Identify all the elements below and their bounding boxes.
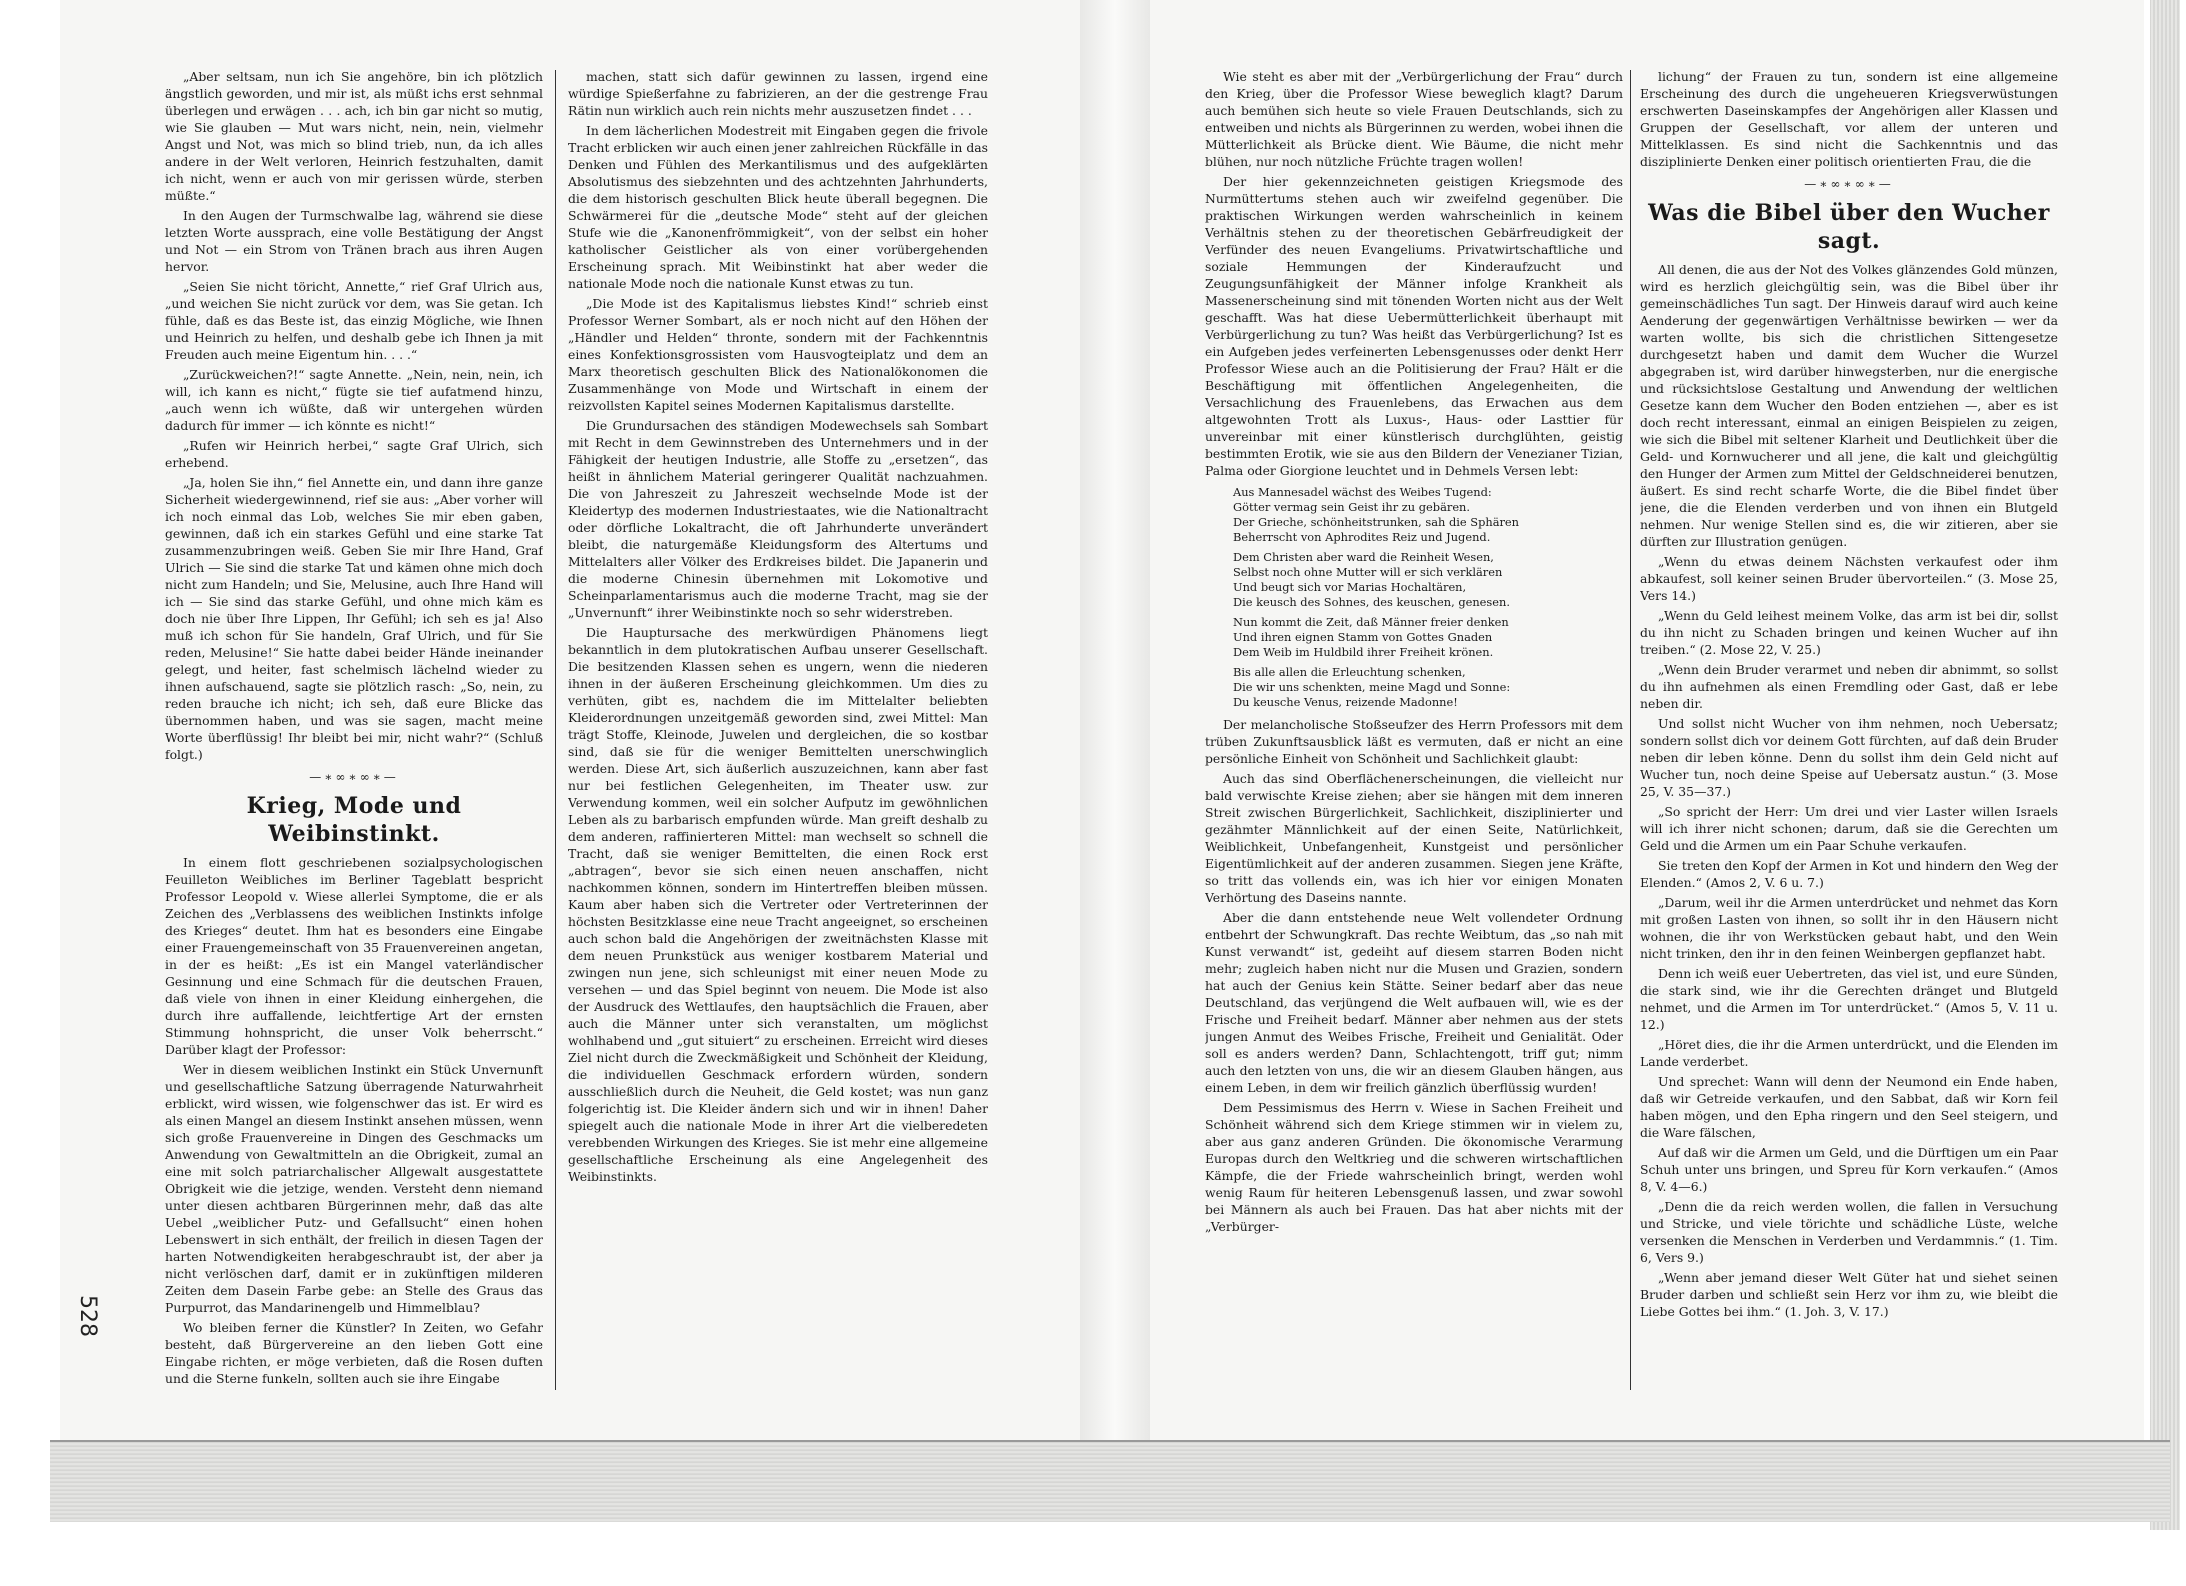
verse-line: Und beugt sich vor Marias Hochaltären, (1233, 580, 1467, 594)
paragraph: Dem Pessimismus des Herrn v. Wiese in Sachen Freiheit und Schönheit während sich dem Kriege stimmen wir in vielem zu, aber aus ganz anderen Gründen. Die ökonomische Verarmung Europas durch den Weltkrieg und die schweren wirtschaftlichen Kämpfe, die der Friede wahrscheinlich bringt, werden wohl wenig Raum für heiteren Lebensgenuß lassen, und zwar sowohl bei Männern als auch bei Frauen. Das hat aber nichts mit der „Verbürger- (1205, 1100, 1623, 1234)
column-1 (165, 68, 543, 1393)
verse-line: Der Grieche, schönheitstrunken, sah die Sphären (1233, 515, 1520, 529)
paragraph: Wie steht es aber mit der „Verbürgerlichung der Frau“ durch den Krieg, über die Professor Wiese beweglich klagt? Darum auch bemühen sich heute so viele Frauen Deutschlands, sich zu entweiben und nichts als Bürgerinnen zu werden, wobei ihnen die Mütterlichkeit als Brücke dient. Wie Bäume, die nicht mehr blühen, nur noch nützliche Früchte tragen wollen! (1205, 69, 1623, 169)
paragraph: Und sollst nicht Wucher von ihm nehmen, noch Uebersatz; sondern sollst dich vor deinem Gott fürchten, auf daß dein Bruder neben dir leben könne. Denn du sollst ihm dein Geld nicht auf Wucher tun, noch deine Speise auf Uebersatz austun.“ (3. Mose 25, V. 35—37.) (1640, 716, 2058, 799)
column-3 (1205, 68, 1623, 1393)
paragraph: „Wenn aber jemand dieser Welt Güter hat und siehet seinen Bruder darben und schließt sein Herz vor ihm zu, wie bleibt die Liebe Gottes bei ihm.“ (1. Joh. 3, V. 17.) (1640, 1270, 2058, 1319)
column-2 (568, 68, 988, 1393)
verse-stanza (1233, 550, 1623, 610)
paragraph: „Wenn dein Bruder verarmet und neben dir abnimmt, so sollst du ihn aufnehmen als einen Fremdling oder Gast, daß er lebe neben dir. (1640, 662, 2058, 711)
article-heading: Krieg, Mode und Weibinstinkt. (246, 793, 462, 847)
paragraph: Die Hauptursache des merkwürdigen Phänomens liegt bekanntlich in dem plutokratischen Aufbau unserer Gesellschaft. Die besitzenden Klassen sehen es ungern, wenn die niederen ihnen in der äußeren Erscheinung gleichkommen. Um dies zu verhüten, gibt es, nachdem die im Mittelalter beliebten Kleiderordnungen unzeitgemäß geworden sind, zwei Mittel: Man trägt Stoffe, Kleinode, Juwelen und dergleichen, die so kostbar sind, daß sie für die weniger Bemittelten unerschwinglich werden. Diese Art, sich äußerlich auszuzeichnen, kann aber fast nur bei festlichen Gelegenheiten, im Theater usw. zur Verwendung kommen, weil ein solcher Aufputz im gewöhnlichen Leben als zu barbarisch empfunden würde. Man greift deshalb zu dem anderen, raffinierteren Mittel: man wechselt so schnell die Tracht, daß sie weniger Bemittelten, die einen Rock erst „abtragen“, bevor sie sich einen neuen anschaffen, nicht nachkommen können, sondern im Hintertreffen bleiben müssen. Kaum aber haben sich die Vertreter oder Vertreterinnen der höchsten Besitzklasse eine neue Tracht angeeignet, so erscheinen auch schon bald die Angehörigen der zweitnächsten Klasse mit dem neuen Prunkstück aus weniger kostbarem Material und zwingen nun jene, sich schleunigst mit einer neuen Mode zu versehen — und das Spiel beginnt von neuem. Die Mode ist also der Ausdruck des Wettlaufes, den hauptsächlich die Frauen, aber auch die Männer unter sich veranstalten, um möglichst wohlhabend und „gut situiert“ zu erscheinen. Erreicht wird dieses Ziel nicht durch die Zweckmäßigkeit und Schönheit der Kleidung, die individuellen Geschmack erfordern würden, sondern ausschließlich durch die Neuheit, die Geld kostet; was nun ganz folgerichtig ist. Die Kleider ändern sich und wir in ihnen! Daher spiegelt auch die nationale Mode in ihrer Art die vielberedeten verebbenden Wirkungen des Krieges. Sie ist mehr eine allgemeine gesellschaftliche Erscheinung als eine Angelegenheit des Weibinstinkts. (568, 625, 988, 1184)
verse-line: Dem Christen aber ward die Reinheit Wesen, (1233, 550, 1494, 564)
paragraph: Auch das sind Oberflächenerscheinungen, die vielleicht nur bald verwischte Kreise ziehen; aber sie hängen mit dem inneren Streit zwischen Bürgerlichkeit, Sachlichkeit, disziplinierter und gezähmter Männlichkeit auf der einen Seite, Natürlichkeit, Weiblichkeit, Unbefangenheit, Kunstgeist und persönlicher Eigentümlichkeit auf der anderen zusammen. Siegen jene Kräfte, so tritt das vollends ein, was ich hier vor einigen Monaten Verhörtung des Daseins nannte. (1205, 771, 1623, 905)
paragraph: „Seien Sie nicht töricht, Annette,“ rief Graf Ulrich aus, „und weichen Sie nicht zurück vor dem, was Sie getan. Ich fühle, daß es das Beste ist, das einzig Mögliche, wie Ihnen und Heinrich zu helfen, und deshalb gebe ich Ihnen ja mit Freuden auch meine Eigentum hin. . . .“ (165, 279, 543, 362)
column-4 (1640, 68, 2058, 1393)
paragraph: In den Augen der Turmschwalbe lag, während sie diese letzten Worte aussprach, eine volle Bestätigung der Angst und Not — ein Strom von Tränen brach aus ihren Augen hervor. (165, 208, 543, 274)
column-rule (555, 70, 556, 1390)
verse-line: Götter vermag sein Geist ihr zu gebären. (1233, 500, 1471, 514)
page-edges-bottom (50, 1440, 2170, 1522)
verse-line: Selbst noch ohne Mutter will er sich verklären (1233, 565, 1503, 579)
verse-stanza (1233, 485, 1623, 545)
paragraph: „Ja, holen Sie ihn,“ fiel Annette ein, und dann ihre ganze Sicherheit wiedergewinnend, rief sie aus: „Aber vorher will ich noch einmal das Lob, welches Sie mir eben gaben, gewinnen, daß ich ein starkes Gefühl und eine starke Tat zusammenzubringen weiß. Geben Sie mir Ihre Hand, Graf Ulrich — Sie sind die starke Tat und kämen ohne mich doch nicht zum Handeln; und Sie, Melusine, auch Ihre Hand will ich — Sie sind das starke Gefühl, und ohne mich käm es doch nie über Ihre Lippen, Ihr Gefühl; ich seh es ja! Also muß ich schon für Sie handeln, Graf Ulrich, und für Sie reden, Melusine!“ Sie hatte dabei beider Hände ineinander gelegt, und heiter, fast schelmisch lächelnd wieder zu ihnen aufschauend, sagte sie plötzlich rasch: „So, nein, zu reden brauche ich nicht; ich seh, daß eure Blicke das übernommen haben, und was sie sagen, macht meine Worte überflüssig! Ihr bleibt bei mir, nicht wahr?“ (Schluß folgt.) (165, 475, 543, 762)
book-gutter (1080, 0, 1150, 1455)
page-edges-right (2150, 0, 2180, 1530)
paragraph: In dem lächerlichen Modestreit mit Eingaben gegen die frivole Tracht erblicken wir auch einen jener zahlreichen Rückfälle in das Denken und Fühlen des Merkantilismus und des aufgeklärten Absolutismus des siebzehnten und des achtzehnten Jahrhunderts, die dem historisch geschulten Blick heute überall begegnen. Die Schwärmerei für die „deutsche Mode“ steht auf der gleichen Stufe wie die „Kanonenfrömmigkeit“, von der selbst ein hoher katholischer Geistlicher als von einer vorübergehenden Erscheinung sprach. Mit Weibinstinkt hat aber weder die nationale Mode noch die nationale Kunst etwas zu tun. (568, 123, 988, 291)
paragraph: Wer in diesem weiblichen Instinkt ein Stück Unvernunft und gesellschaftliche Satzung überragende Naturwahrheit erblickt, wird wissen, wie folgenschwer das ist. Er wird es als einen Mangel an diesem Instinkt ansehen müssen, wenn sich große Frauenvereine in Dingen des Geschmacks um Anwendung von Gewaltmitteln an die Obrigkeit, zumal an eine mit solch patriarchalischer Allgewalt ausgestattete Obrigkeit wie die jetzige, wenden. Versteht denn niemand unter diesen achtbaren Bürgerinnen mehr, daß das alte Uebel „weiblicher Putz- und Gefallsucht“ einen hohen Lebenswert in sich enthält, der freilich in diesen Tagen der harten Notwendigkeiten herabgeschraubt ist, der aber ja nicht verlöschen darf, damit er in zukünftigen milderen Zeiten dem Dasein Farbe gebe: an Stelle des Graus das Purpurrot, das Mandarinengelb und Himmelblau? (165, 1062, 543, 1315)
column-rule (1630, 70, 1631, 1390)
paragraph: Wo bleiben ferner die Künstler? In Zeiten, wo Gefahr besteht, daß Bürgervereine an den lieben Gott eine Eingabe richten, er möge verbieten, daß die Rosen duften und die Sterne funkeln, sollten auch sie ihre Eingabe (165, 1320, 543, 1386)
verse-line: Beherrscht von Aphrodites Reiz und Jugend. (1233, 530, 1491, 544)
paragraph: lichung“ der Frauen zu tun, sondern ist eine allgemeine Erscheinung des durch die ungeheueren Kriegsverwüstungen erschwerten Daseinskampfes der Angehörigen aller Klassen und Gruppen der Gesellschaft, vor allem der unteren und Mittelklassen. Es sind nicht die Sachkenntnis und das disziplinierte Denken einer politisch orientierten Frau, die die (1640, 69, 2058, 169)
ornament-divider: —∗∞∗∞∗— (1804, 177, 1894, 191)
paragraph: machen, statt sich dafür gewinnen zu lassen, irgend eine würdige Spießerfahne zu fabrizieren, an der die gestrenge Frau Rätin nun wirklich auch rein nichts mehr auszusetzen findet . . . (568, 69, 988, 118)
paragraph: Der hier gekennzeichneten geistigen Kriegsmode des Nurmüttertums stehen auch wir zweifelnd gegenüber. Die praktischen Wirkungen werden wahrscheinlich in keinem Verhältnis stehen zu der theoretischen Gebärfreudigkeit der Verfünder des neuen Evangeliums. Privatwirtschaftliche und soziale Hemmungen der Kinderaufzucht und Zeugungsunfähigkeit der Männer infolge Krankheit als Massenerscheinung sind mit tönenden Worten nicht aus der Welt geschafft. Was hat diese Uebermütterlichkeit überhaupt mit Verbürgerlichung zu tun? Was heißt das Verbürgerlichung? Ist es ein Aufgeben jedes verfeinerten Lebensgenusses oder denkt Herr Professor Wiese auch an die Politisierung der Frau? Hält er die Beschäftigung mit öffentlichen Angelegenheiten, die Versachlichung des Frauenlebens, das Erwachen aus dem altgewohnten Trott als Luxus-, Haus- oder Lasttier für unvereinbar mit einer künstlerisch durchglühten, geistig bestimmten Erotik, wie sie aus den Bildern der Venezianer Tizian, Palma oder Giorgione leuchtet und in Dehmels Versen lebt: (1205, 174, 1623, 478)
verse-line: Nun kommt die Zeit, daß Männer freier denken (1233, 615, 1509, 629)
paragraph: All denen, die aus der Not des Volkes glänzendes Gold münzen, wird es herzlich gleichgültig sein, was die Bibel über ihr gemeinschädliches Tun sagt. Der Hinweis darauf wird auch keine Aenderung der gegenwärtigen Verhältnisse bewirken — wer da warten wollte, bis sich die christlichen Sittengesetze durchgesetzt haben und damit dem Wucher die Wurzel abgegraben ist, wird darüber hinwegsterben, nur die energische und rücksichtslose Gestaltung und Anwendung der weltlichen Gesetze kann dem Wucher den Boden entziehen —, aber es ist doch recht interessant, einmal an einigen Beispielen zu zeigen, wie sich die Bibel mit seltener Klarheit und Deutlichkeit über die Geld- und Kornwucherer und all jene, die kalt und gleichgültig den Hunger der Armen zum Mittel der Geldschneiderei benutzen, äußert. Es sind recht scharfe Worte, die die Bibel findet über jene, die die Elenden verderben und von ihnen ein Blutgeld nehmen. Nur wenige Stellen sind es, die wir zitieren, aber sie dürften zur Illustration genügen. (1640, 262, 2058, 549)
paragraph: Die Grundursachen des ständigen Modewechsels sah Sombart mit Recht in dem Gewinnstreben des Unternehmers und in der Fähigkeit der heutigen Industrie, alle Stoffe zu „ersetzen“, das heißt in ähnlichem Material geringerer Qualität nachzuahmen. Die von Jahreszeit zu Jahreszeit wechselnde Mode ist der Kleidertyp des modernen Industriestaates, wie die Nationaltracht oder dörfliche Lokaltracht, die oft Jahrhunderte unverändert bleibt, die naturgemäße Kleidungsform des Altertums und Mittelalters aller Völker des Erdkreises bildet. Die Japanerin und die moderne Chinesin übernehmen mit Lokomotive und Scheinparlamentarismus auch die moderne Tracht, mag sie der „Unvernunft“ ihrer Weibinstinkte noch so sehr widerstreben. (568, 418, 988, 620)
paragraph: Und sprechet: Wann will denn der Neumond ein Ende haben, daß wir Getreide verkaufen, und den Sabbat, daß wir Korn feil haben mögen, und den Epha ringern und den Seel steigern, und die Ware fälschen, (1640, 1074, 2058, 1140)
paragraph: „Aber seltsam, nun ich Sie angehöre, bin ich plötzlich ängstlich geworden, und mir ist, als müßt ichs erst sehnmal überlegen und erwägen . . . ach, ich bin gar nicht so mutig, wie Sie glauben — Mut wars nicht, nein, nein, vielmehr Angst und Not, was mich so blind trieb, nun, da ich alles andere in der Welt verloren, Heinrich festzuhalten, damit ich nicht, wenn er auch von mir gerissen würde, sterben müßte.“ (165, 69, 543, 203)
paragraph: „Wenn du etwas deinem Nächsten verkaufest oder ihm abkaufest, soll keiner seinen Bruder übervorteilen.“ (3. Mose 25, Vers 14.) (1640, 554, 2058, 603)
paragraph: „Wenn du Geld leihest meinem Volke, das arm ist bei dir, sollst du ihn nicht zu Schaden bringen und keinen Wucher auf ihn treiben.“ (2. Mose 22, V. 25.) (1640, 608, 2058, 657)
verse-line: Du keusche Venus, reizende Madonne! (1233, 695, 1458, 709)
paragraph: Der melancholische Stoßseufzer des Herrn Professors mit dem trüben Zukunftsausblick läßt es vermuten, daß er nicht an eine persönliche Einheit von Schönheit und Sachlichkeit glaubt: (1205, 717, 1623, 766)
paragraph: „Denn die da reich werden wollen, die fallen in Versuchung und Stricke, und viele törichte und schädliche Lüste, welche versenken die Menschen in Verderben und Verdammnis.“ (1. Tim. 6, Vers 9.) (1640, 1199, 2058, 1265)
verse-stanza (1233, 665, 1623, 710)
verse-line: Bis alle allen die Erleuchtung schenken, (1233, 665, 1466, 679)
paragraph: „Höret dies, die ihr die Armen unterdrückt, und die Elenden im Lande verderbet. (1640, 1037, 2058, 1069)
paragraph: In einem flott geschriebenen sozialpsychologischen Feuilleton Weibliches im Berliner Tageblatt bespricht Professor Leopold v. Wiese allerlei Symptome, die er als Zeichen des „Verblassens des weiblichen Instinkts infolge des Krieges“ deutet. Ihm hat es besonders eine Eingabe einer Frauengemeinschaft von 35 Frauenvereinen angetan, in der es heißt: „Es ist ein Mangel vaterländischer Gesinnung und eine Schmach für die deutschen Frauen, daß viele von ihnen in einer Kleidung einhergehen, die durch ihre auffallende, leichtfertige Art der ernsten Stimmung hohnspricht, die unser Volk beherrscht.“ Darüber klagt der Professor: (165, 855, 543, 1057)
article-heading: Was die Bibel über den Wucher sagt. (1648, 200, 2050, 254)
paragraph: „Rufen wir Heinrich herbei,“ sagte Graf Ulrich, sich erhebend. (165, 438, 543, 470)
paragraph: Auf daß wir die Armen um Geld, und die Dürftigen um ein Paar Schuh unter uns bringen, und Spreu für Korn verkaufen.“ (Amos 8, V. 4—6.) (1640, 1145, 2058, 1194)
verse-stanza (1233, 615, 1623, 660)
paragraph: „So spricht der Herr: Um drei und vier Laster willen Israels will ich ihrer nicht schonen; darum, daß sie die Gerechten um Geld und die Armen um ein Paar Schuhe verkaufen. (1640, 804, 2058, 853)
verse-line: Die keusch des Sohnes, des keuschen, genesen. (1233, 595, 1510, 609)
paragraph: Sie treten den Kopf der Armen in Kot und hindern den Weg der Elenden.“ (Amos 2, V. 6 u. 7.) (1640, 858, 2058, 890)
ornament-divider: —∗∞∗∞∗— (309, 770, 399, 784)
page-number: 528 (75, 1295, 100, 1337)
verse-line: Und ihren eignen Stamm von Gottes Gnaden (1233, 630, 1493, 644)
paragraph: „Zurückweichen?!“ sagte Annette. „Nein, nein, nein, ich will, ich kann es nicht,“ fügte sie tief aufatmend hinzu, „auch wenn ich wüßte, daß wir untergehen würden dadurch für immer — ich könnte es nicht!“ (165, 367, 543, 433)
verse-line: Die wir uns schenkten, meine Magd und Sonne: (1233, 680, 1511, 694)
paragraph: Denn ich weiß euer Uebertreten, das viel ist, und eure Sünden, die stark sind, wie ihr die Gerechten dränget und Blutgeld nehmet, und die Armen im Tor unterdrücket.“ (Amos 5, V. 11 u. 12.) (1640, 966, 2058, 1032)
verse-line: Aus Mannesadel wächst des Weibes Tugend: (1233, 485, 1492, 499)
poem-quote (1233, 485, 1623, 710)
verse-line: Dem Weib im Huldbild ihrer Freiheit krönen. (1233, 645, 1494, 659)
paragraph: „Die Mode ist des Kapitalismus liebstes Kind!“ schrieb einst Professor Werner Sombart, als er noch nicht auf den Höhen der „Händler und Helden“ thronte, sondern mit der Fachkenntnis eines Konfektionsgrossisten vom Hausvogteiplatz und dem an Marx theoretisch geschulten Blick des Nationalökonomen die Zusammenhänge von Mode und Wirtschaft in einem der reizvollsten Kapitel seines Modernen Kapitalismus darstellte. (568, 296, 988, 413)
paragraph: Aber die dann entstehende neue Welt vollendeter Ordnung entbehrt der Schwungkraft. Das rechte Weibtum, das „so nah mit Kunst verwandt“ ist, gedeiht auf diesem starren Boden nicht mehr; zugleich haben nicht nur die Musen und Grazien, sondern hat auch der Genius kein Stätte. Seiner bedarf aber das neue Deutschland, das verjüngend die Welt aufbauen will, wie es der Frische und Freiheit bedarf. Männer aber nehmen aus der stets jungen Anmut des Weibes Frische, Freiheit und Genialität. Oder soll es anders werden? Dann, Schlachtengott, triff gut; nimm auch den letzten von uns, die wir an diesem Glauben hängen, aus einem Leben, in dem wir freilich gänzlich überflüssig wurden! (1205, 910, 1623, 1095)
paragraph: „Darum, weil ihr die Armen unterdrücket und nehmet das Korn mit großen Lasten von ihnen, so sollt ihr in den Häusern nicht wohnen, die ihr von Werkstücken gebaut habt, und den Wein nicht trinken, den ihr in den feinen Weinbergen gepflanzet habt. (1640, 895, 2058, 961)
